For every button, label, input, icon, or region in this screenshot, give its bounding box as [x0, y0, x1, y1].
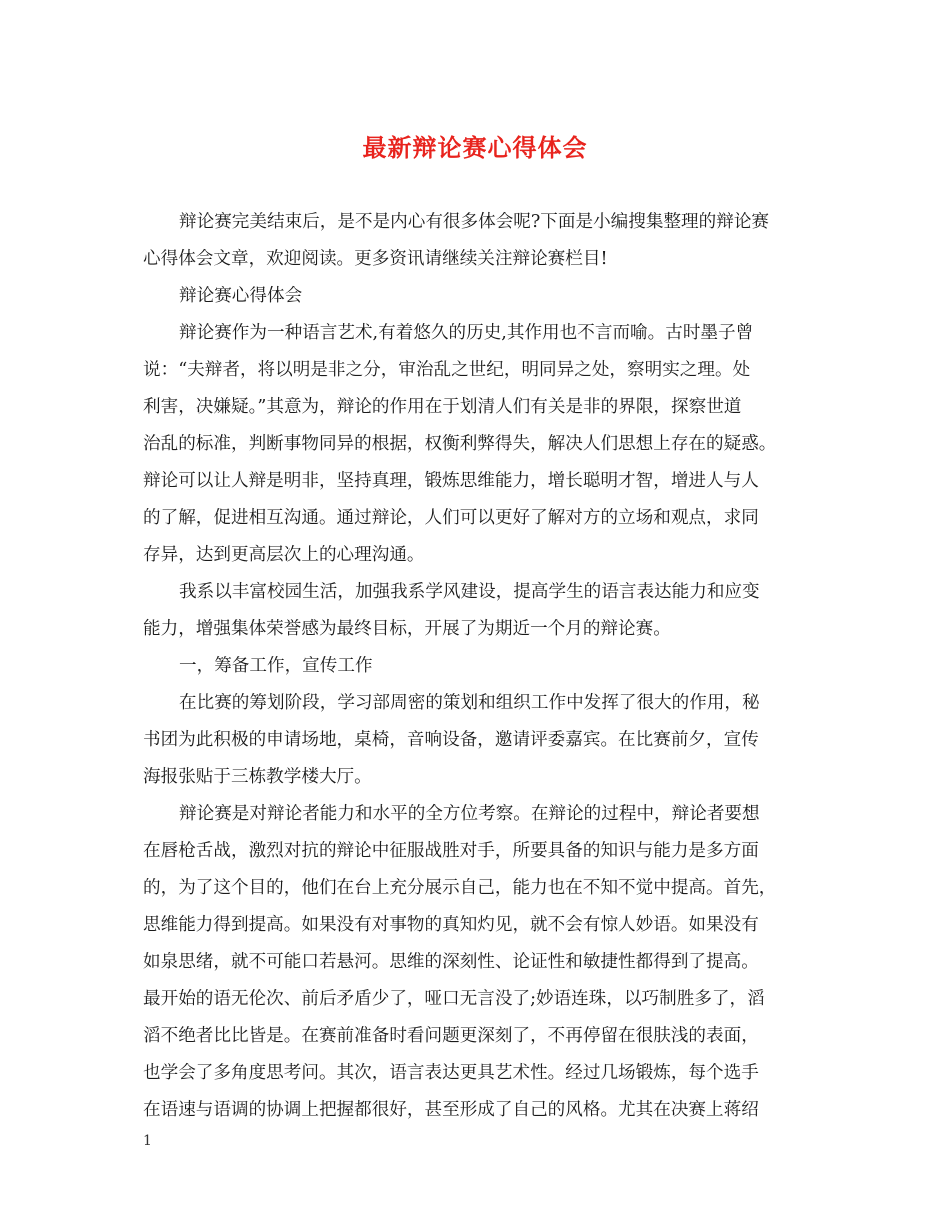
paragraph-line: 心得体会文章，欢迎阅读。更多资讯请继续关注辩论赛栏目!	[143, 249, 608, 269]
page-number: 1	[143, 1133, 152, 1149]
paragraph-line: 在唇枪舌战，激烈对抗的辩论中征服战胜对手，所要具备的知识与能力是多方面	[143, 841, 759, 861]
paragraph-line: 思维能力得到提高。如果没有对事物的真知灼见，就不会有惊人妙语。如果没有	[143, 915, 759, 935]
paragraph-line: 滔不绝者比比皆是。在赛前准备时看问题更深刻了，不再停留在很肤浅的表面，	[143, 1026, 759, 1046]
paragraph-line: 辩论赛完美结束后，是不是内心有很多体会呢?下面是小编搜集整理的辩论赛	[179, 212, 770, 232]
section-heading: 一，筹备工作，宣传工作	[179, 656, 373, 676]
paragraph-line: 辩论赛是对辩论者能力和水平的全方位考察。在辩论的过程中，辩论者要想	[179, 804, 760, 824]
paragraph-line: 的，为了这个目的，他们在台上充分展示自己，能力也在不知不觉中提高。首先，	[143, 878, 777, 898]
paragraph-line: 最开始的语无伦次、前后矛盾少了，哑口无言没了;妙语连珠，以巧制胜多了，滔	[143, 989, 765, 1009]
document-title: 最新辩论赛心得体会	[362, 133, 588, 162]
paragraph-line: 说：“夫辩者，将以明是非之分，审治乱之世纪，明同异之处，察明实之理。处	[143, 360, 751, 380]
paragraph-line: 辩论可以让人辩是明非，坚持真理，锻炼思维能力，增长聪明才智，增进人与人	[143, 471, 759, 491]
paragraph-line: 辩论赛作为一种语言艺术,有着悠久的历史,其作用也不言而喻。古时墨子曾	[179, 323, 754, 343]
paragraph-line: 海报张贴于三栋教学楼大厅。	[143, 767, 372, 787]
paragraph-line: 我系以丰富校园生活，加强我系学风建设，提高学生的语言表达能力和应变	[179, 582, 760, 602]
paragraph-line: 利害，决嫌疑。”其意为，辩论的作用在于划清人们有关是非的界限，探察世道	[143, 397, 742, 417]
paragraph-line: 治乱的标准，判断事物同异的根据，权衡利弊得失，解决人们思想上存在的疑惑。	[143, 434, 777, 454]
section-heading: 辩论赛心得体会	[179, 286, 303, 306]
paragraph-line: 在语速与语调的协调上把握都很好，甚至形成了自己的风格。尤其在决赛上蒋绍	[143, 1100, 759, 1120]
paragraph-line: 存异，达到更高层次上的心理沟通。	[143, 545, 425, 565]
paragraph-line: 如泉思绪，就不可能口若悬河。思维的深刻性、论证性和敏捷性都得到了提高。	[143, 952, 759, 972]
paragraph-line: 的了解，促进相互沟通。通过辩论，人们可以更好了解对方的立场和观点，求同	[143, 508, 759, 528]
paragraph-line: 在比赛的筹划阶段，学习部周密的策划和组织工作中发挥了很大的作用，秘	[179, 693, 760, 713]
paragraph-line: 能力，增强集体荣誉感为最终目标，开展了为期近一个月的辩论赛。	[143, 619, 671, 639]
paragraph-line: 书团为此积极的申请场地，桌椅，音响设备，邀请评委嘉宾。在比赛前夕，宣传	[143, 730, 759, 750]
paragraph-line: 也学会了多角度思考问。其次，语言表达更具艺术性。经过几场锻炼，每个选手	[143, 1063, 759, 1083]
